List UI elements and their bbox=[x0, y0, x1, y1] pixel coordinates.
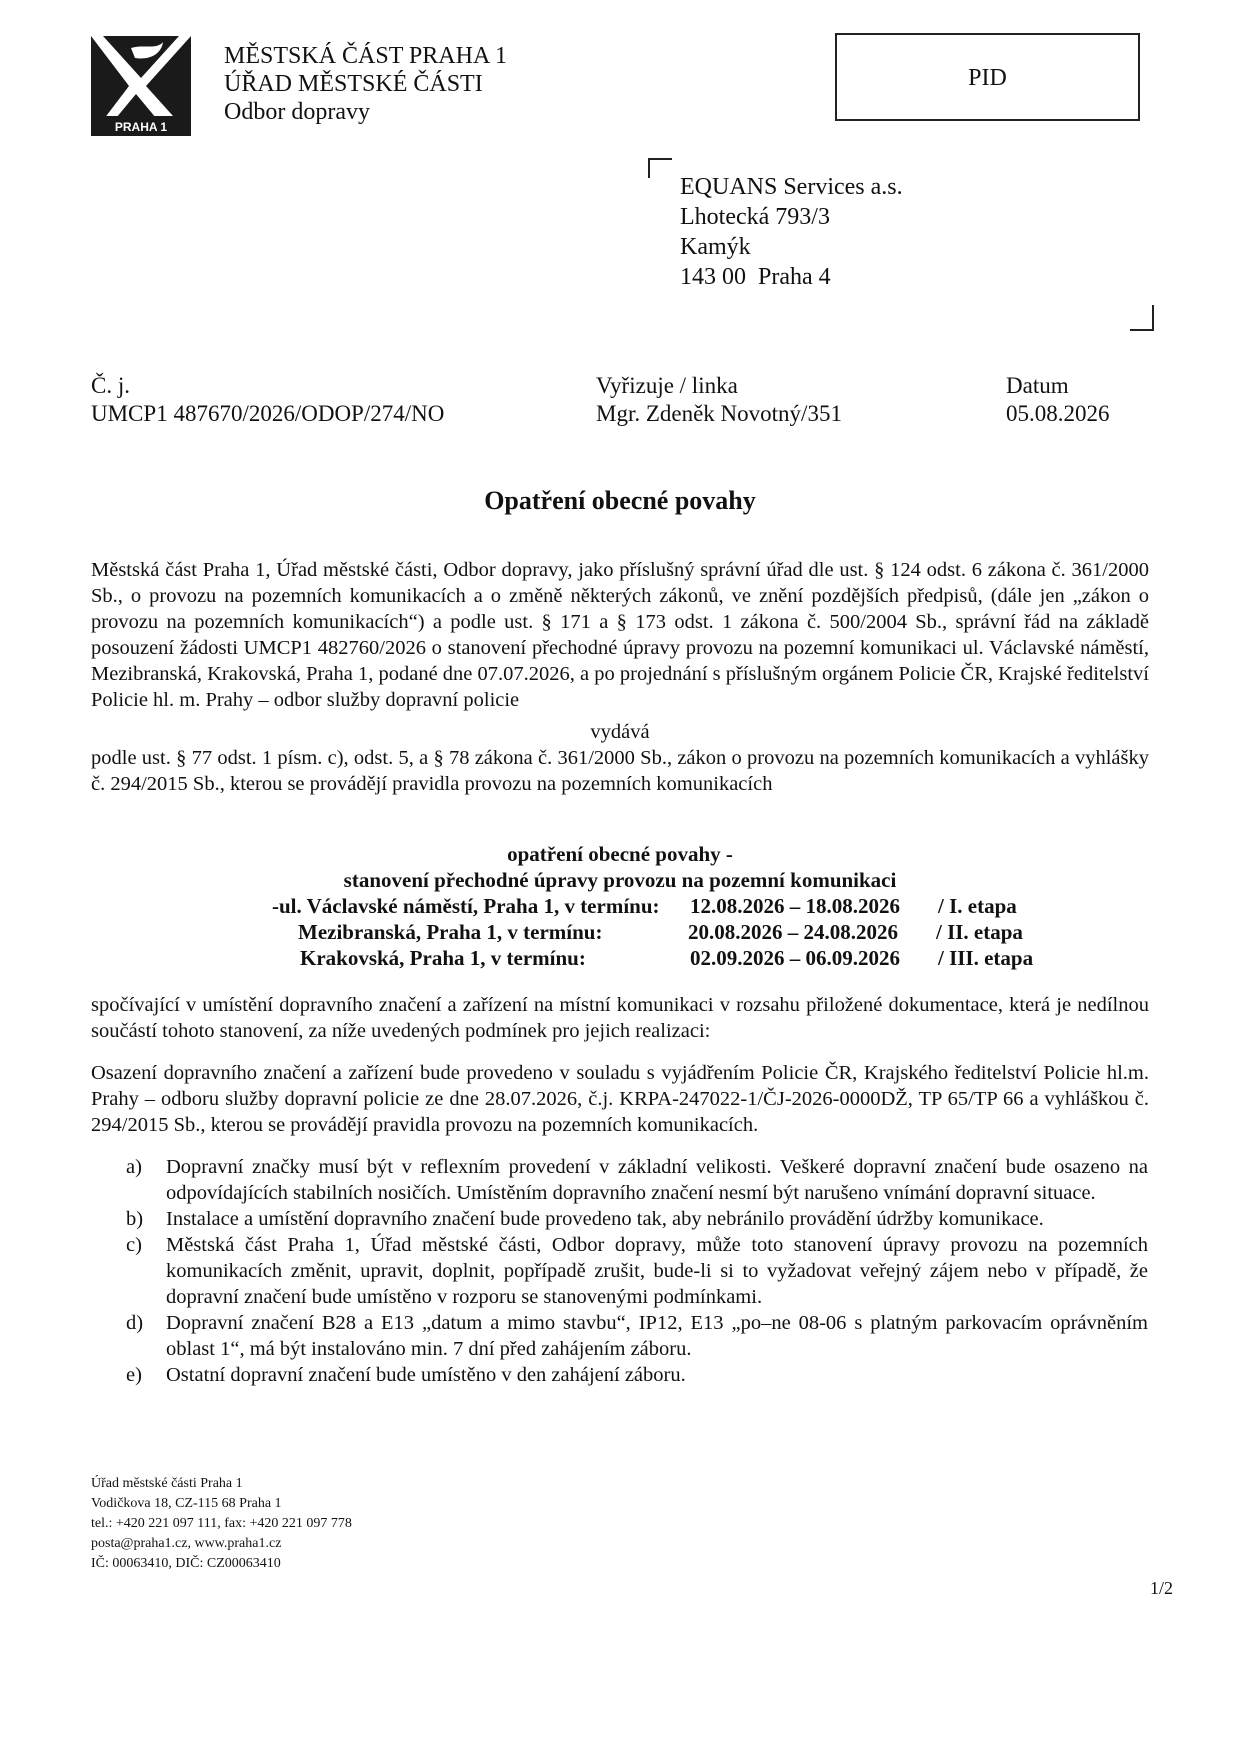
stage-place: -ul. Václavské náměstí, Praha 1, v termínu: bbox=[272, 894, 660, 918]
stage-dates: 20.08.2026 – 24.08.2026 bbox=[688, 920, 898, 944]
scope-text: spočívající v umístění dopravního značení a zařízení na místní komunikaci v rozsahu přiložené dokumentace, která je nedílnou součástí tohoto stanovení, za níže uvedených podmínek pro jejich realizaci: bbox=[91, 994, 1149, 1042]
recipient-street: Lhotecká 793/3 bbox=[680, 204, 830, 230]
recipient-name: EQUANS Services a.s. bbox=[680, 174, 903, 200]
list-item bbox=[116, 1154, 1148, 1206]
praha1-logo bbox=[91, 36, 191, 136]
stage-label: / I. etapa bbox=[938, 894, 1017, 918]
stage-dates: 12.08.2026 – 18.08.2026 bbox=[690, 894, 900, 918]
footer-line: posta@praha1.cz, www.praha1.cz bbox=[91, 1536, 282, 1551]
issues-word: vydává bbox=[590, 721, 650, 743]
intro-paragraph bbox=[91, 557, 1149, 713]
office-line-3: Odbor dopravy bbox=[224, 99, 370, 125]
decision-block bbox=[0, 841, 1240, 971]
list-text: Městská část Praha 1, Úřad městské části, Odbor dopravy, může toto stanovení úpravy provozu na pozemních komunikacích změnit, upravit, doplnit, popřípadě zrušit, bude-li si to vyžadovat veřejný zájem nebo v případě, že dopravní značení bude umístěno v rozporu se stanovenými podmínkami. bbox=[166, 1234, 1148, 1308]
list-text: Dopravní značky musí být v reflexním provedení v základní velikosti. Veškeré dopravní značení bude osazeno na odpovídajících stabilních nosičích. Umístěním dopravního značení nesmí být narušeno vnímání dopravní situace. bbox=[166, 1156, 1148, 1204]
pid-box bbox=[835, 33, 1140, 121]
reference-value: UMCP1 487670/2026/ODOP/274/NO bbox=[91, 401, 445, 426]
office-line-1: MĚSTSKÁ ČÁST PRAHA 1 bbox=[224, 43, 507, 69]
stage-dates: 02.09.2026 – 06.09.2026 bbox=[690, 946, 900, 970]
footer-line: Vodičkova 18, CZ-115 68 Praha 1 bbox=[91, 1496, 282, 1511]
list-marker: a) bbox=[126, 1156, 142, 1178]
footer-line: Úřad městské části Praha 1 bbox=[91, 1476, 243, 1491]
decision-line-2: stanovení přechodné úpravy provozu na pozemní komunikaci bbox=[343, 868, 897, 892]
intro-text: Městská část Praha 1, Úřad městské části, Odbor dopravy, jako příslušný správní úřad dle ust. § 124 odst. 6 zákona č. 361/2000 Sb., o provozu na pozemních komunikacích a o změně některých zákonů, ve znění pozdějších předpisů, (dále jen „zákon o provozu na pozemních komunikacích“) a podle ust. § 171 a § 173 odst. 1 zákona č. 500/2004 Sb., správní řád na základě posouzení žádosti UMCP1 482760/2026 o stanovení přechodné úpravy provozu na pozemní komunikaci ul. Václavské náměstí, Mezibranská, Krakovská, Praha 1, podané dne 07.07.2026, a po projednání s příslušným orgánem Policie ČR, Krajské ředitelství Policie hl. m. Prahy – odbor služby dopravní policie bbox=[91, 559, 1150, 711]
list-marker: e) bbox=[126, 1364, 142, 1386]
page-number: 1/2 bbox=[1150, 1578, 1174, 1598]
stage-row-1 bbox=[0, 893, 1240, 919]
reference-label: Č. j. bbox=[91, 373, 130, 398]
list-text: Ostatní dopravní značení bude umístěno v den zahájení záboru. bbox=[166, 1364, 686, 1386]
document-date bbox=[1006, 372, 1110, 428]
stage-place: Krakovská, Praha 1, v termínu: bbox=[300, 946, 586, 970]
decision-line-1: opatření obecné povahy - bbox=[507, 842, 733, 866]
stage-place: Mezibranská, Praha 1, v termínu: bbox=[298, 920, 603, 944]
footer-line: tel.: +420 221 097 111, fax: +420 221 097 778 bbox=[91, 1516, 352, 1531]
list-item bbox=[116, 1310, 1148, 1362]
legal-basis-paragraph bbox=[91, 745, 1149, 797]
list-marker: b) bbox=[126, 1208, 144, 1230]
reference-number bbox=[91, 372, 444, 428]
praha1-logo-graphic bbox=[91, 36, 191, 136]
stage-row-2 bbox=[0, 919, 1240, 945]
scope-paragraph bbox=[91, 992, 1149, 1044]
list-item bbox=[116, 1206, 1148, 1232]
stage-label: / II. etapa bbox=[936, 920, 1023, 944]
list-text: Dopravní značení B28 a E13 „datum a mimo stavbu“, IP12, E13 „po–ne 08-06 s platným parkovacím oprávněním oblast 1“, má být instalováno min. 7 dní před zahájením záboru. bbox=[166, 1312, 1148, 1360]
list-text: Instalace a umístění dopravního značení bude provedeno tak, aby nebránilo provádění údržby komunikace. bbox=[166, 1208, 1044, 1230]
legal-basis-text: podle ust. § 77 odst. 1 písm. c), odst. 5, a § 78 zákona č. 361/2000 Sb., zákon o provozu na pozemních komunikacích a vyhlášky č. 294/2015 Sb., kterou se provádějí pravidla provozu na pozemních komunikacích bbox=[91, 747, 1149, 795]
list-marker: c) bbox=[126, 1234, 142, 1256]
handler bbox=[596, 372, 842, 428]
footer-contact bbox=[91, 1474, 352, 1574]
logo-text: PRAHA 1 bbox=[114, 120, 168, 134]
handler-value: Mgr. Zdeněk Novotný/351 bbox=[596, 401, 842, 426]
list-item bbox=[116, 1232, 1148, 1310]
recipient-address bbox=[680, 172, 903, 292]
stage-row-3 bbox=[0, 945, 1240, 971]
installation-paragraph bbox=[91, 1060, 1149, 1138]
date-label: Datum bbox=[1006, 373, 1069, 398]
stage-label: / III. etapa bbox=[938, 946, 1034, 970]
recipient-city: 143 00 Praha 4 bbox=[680, 264, 831, 290]
office-header bbox=[224, 42, 507, 126]
installation-text: Osazení dopravního značení a zařízení bude provedeno v souladu s vyjádřením Policie ČR, Krajského ředitelství Policie hl.m. Prahy – odboru služby dopravní policie ze dne 28.07.2026, č.j. KRPA-247022-1/ČJ-2026-0000DŽ, TP 65/TP 66 a vyhláškou č. 294/2015 Sb., kterou se provádějí pravidla provozu na pozemních komunikacích. bbox=[91, 1062, 1149, 1136]
address-corner-bottom-right bbox=[1130, 305, 1154, 331]
conditions-list bbox=[116, 1154, 1148, 1388]
office-line-2: ÚŘAD MĚSTSKÉ ČÁSTI bbox=[224, 71, 483, 97]
list-marker: d) bbox=[126, 1312, 144, 1334]
address-corner-top-left bbox=[648, 158, 672, 178]
recipient-district: Kamýk bbox=[680, 234, 751, 260]
document-title: Opatření obecné povahy bbox=[484, 486, 756, 515]
pid-label: PID bbox=[968, 65, 1007, 91]
handler-label: Vyřizuje / linka bbox=[596, 373, 738, 398]
footer-line: IČ: 00063410, DIČ: CZ00063410 bbox=[91, 1556, 281, 1571]
date-value: 05.08.2026 bbox=[1006, 401, 1110, 426]
list-item bbox=[116, 1362, 1148, 1388]
